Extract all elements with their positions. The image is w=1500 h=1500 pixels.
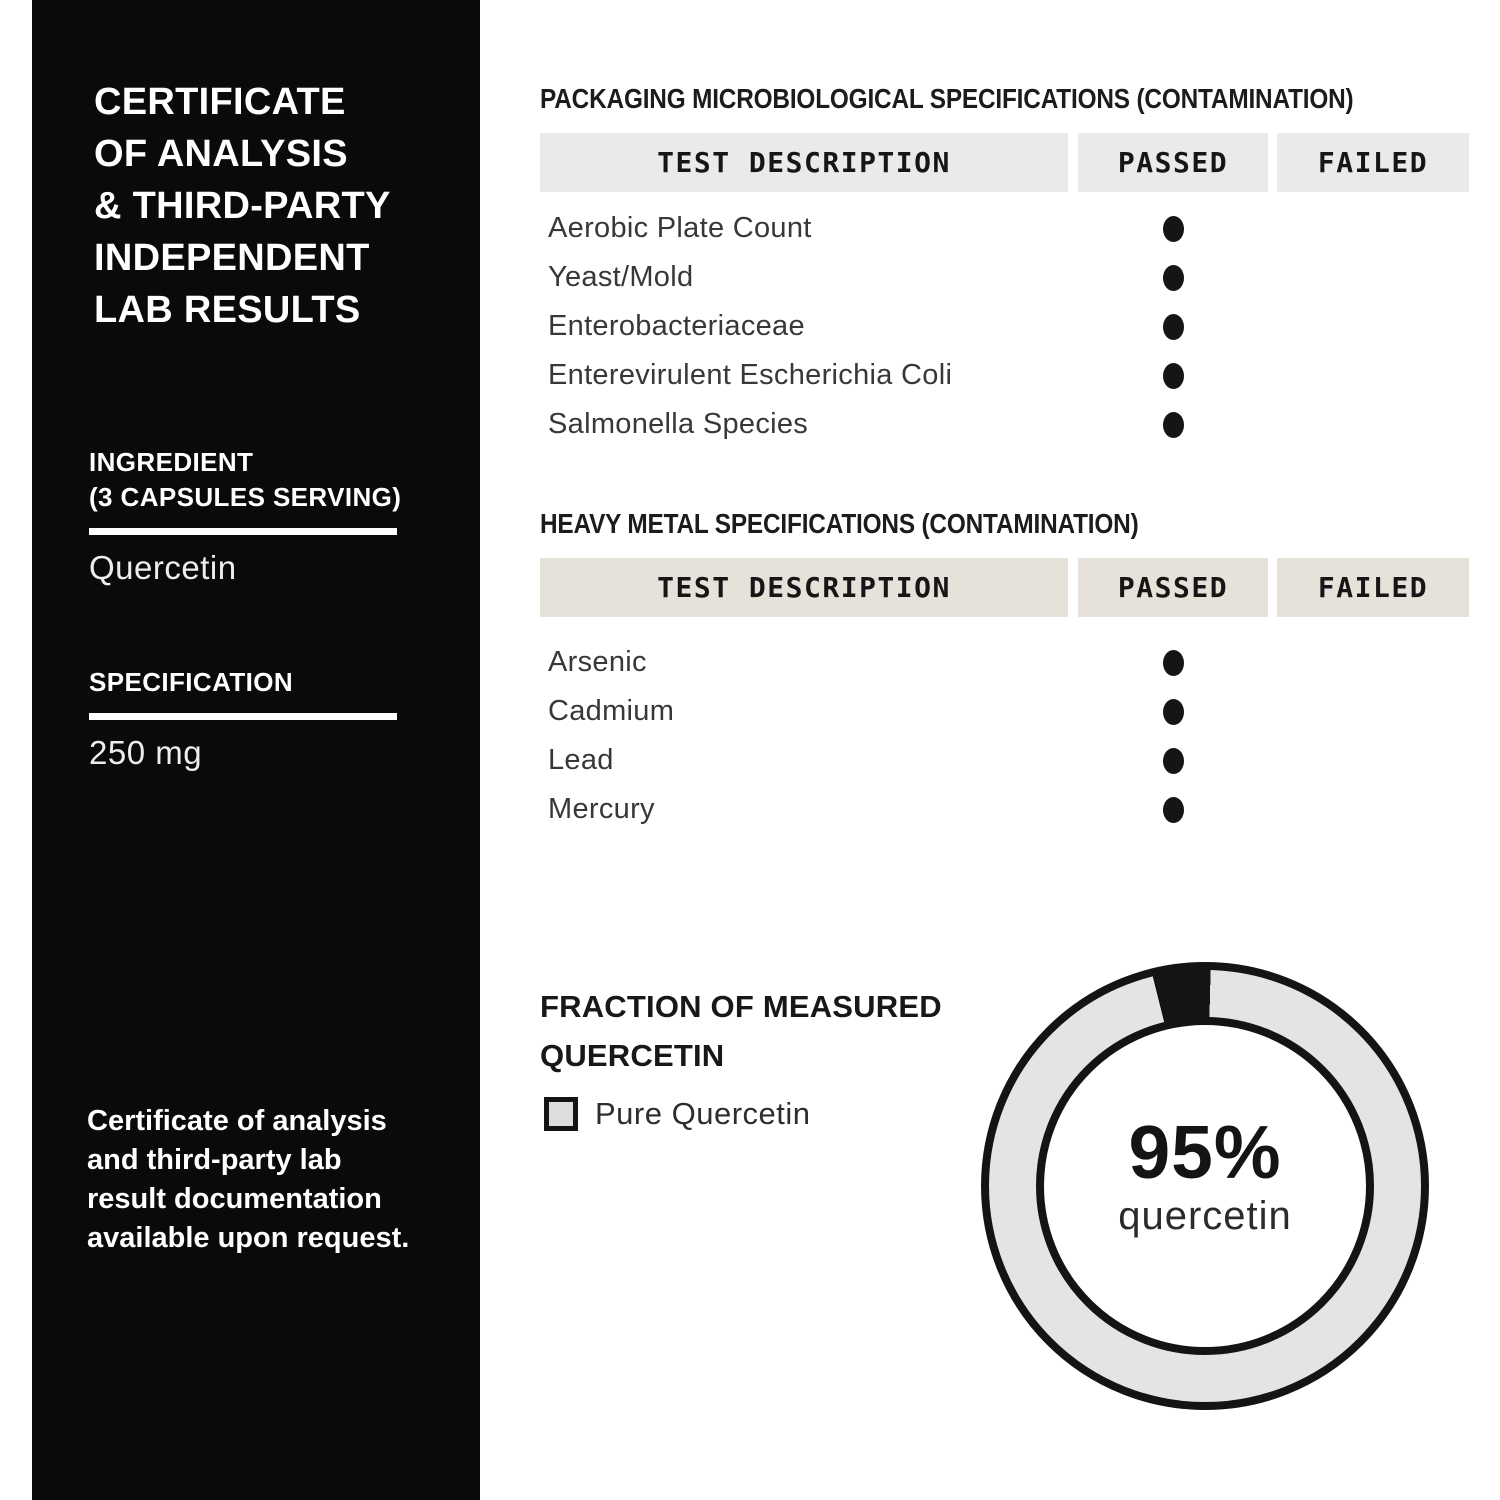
heavy-metal-table-rows bbox=[540, 638, 1469, 834]
table-row bbox=[540, 302, 1469, 351]
specification-label: SPECIFICATION bbox=[89, 667, 294, 697]
donut-percentage-label: quercetin bbox=[1118, 1194, 1292, 1238]
table-row bbox=[540, 253, 1469, 302]
micro-section-heading: PACKAGING MICROBIOLOGICAL SPECIFICATIONS (CONTAMINATION) bbox=[540, 83, 1354, 114]
table-row bbox=[540, 351, 1469, 400]
micro-table-rows bbox=[540, 204, 1469, 449]
donut-chart bbox=[981, 962, 1429, 1410]
passed-cell bbox=[1078, 216, 1268, 242]
passed-cell bbox=[1078, 650, 1268, 676]
page-title-line: & THIRD-PARTY bbox=[94, 185, 391, 227]
ingredient-value: Quercetin bbox=[89, 549, 237, 586]
specification-value: 250 mg bbox=[89, 734, 203, 771]
page-title-line: LAB RESULTS bbox=[94, 289, 361, 331]
passed-cell bbox=[1078, 265, 1268, 291]
column-header-passed: PASSED bbox=[1078, 133, 1268, 192]
passed-dot bbox=[1163, 748, 1184, 774]
fraction-heading-line1: FRACTION OF MEASURED bbox=[540, 989, 942, 1024]
page-title-line: OF ANALYSIS bbox=[94, 133, 348, 175]
heavy-metal-table-header bbox=[540, 558, 1469, 617]
passed-cell bbox=[1078, 412, 1268, 438]
ingredient-label bbox=[89, 445, 401, 515]
passed-cell bbox=[1078, 314, 1268, 340]
donut-legend bbox=[544, 1096, 811, 1132]
legend-swatch bbox=[544, 1097, 578, 1131]
test-description: Cadmium bbox=[548, 695, 675, 727]
test-description: Mercury bbox=[548, 793, 655, 825]
divider-rule bbox=[89, 528, 397, 535]
passed-dot bbox=[1163, 699, 1184, 725]
page-title bbox=[94, 76, 391, 336]
column-header-failed: FAILED bbox=[1277, 133, 1469, 192]
page-title-line: INDEPENDENT bbox=[94, 237, 370, 279]
donut-percentage-value: 95% bbox=[1128, 1110, 1282, 1194]
legend-label: Pure Quercetin bbox=[595, 1096, 811, 1131]
table-row bbox=[540, 687, 1469, 736]
donut-hole bbox=[1036, 1017, 1374, 1355]
passed-cell bbox=[1078, 797, 1268, 823]
table-row bbox=[540, 785, 1469, 834]
column-header-test-description: TEST DESCRIPTION bbox=[540, 133, 1068, 192]
passed-dot bbox=[1163, 650, 1184, 676]
passed-dot bbox=[1163, 265, 1184, 291]
test-description: Aerobic Plate Count bbox=[548, 212, 812, 244]
micro-table-header bbox=[540, 133, 1469, 192]
test-description: Enterobacteriaceae bbox=[548, 310, 805, 342]
ingredient-label-line1: INGREDIENT bbox=[89, 447, 254, 477]
ingredient-label-line2: (3 CAPSULES SERVING) bbox=[89, 482, 402, 512]
passed-dot bbox=[1163, 797, 1184, 823]
table-row bbox=[540, 638, 1469, 687]
passed-dot bbox=[1163, 216, 1184, 242]
test-description: Salmonella Species bbox=[548, 408, 809, 440]
test-description: Enterevirulent Escherichia Coli bbox=[548, 359, 953, 391]
passed-dot bbox=[1163, 363, 1184, 389]
fraction-section-heading bbox=[540, 982, 942, 1080]
column-header-passed: PASSED bbox=[1078, 558, 1268, 617]
passed-dot bbox=[1163, 412, 1184, 438]
column-header-test-description: TEST DESCRIPTION bbox=[540, 558, 1068, 617]
table-row bbox=[540, 736, 1469, 785]
column-header-failed: FAILED bbox=[1277, 558, 1469, 617]
test-description: Lead bbox=[548, 744, 614, 776]
table-row bbox=[540, 400, 1469, 449]
test-description: Arsenic bbox=[548, 646, 647, 678]
passed-cell bbox=[1078, 363, 1268, 389]
passed-dot bbox=[1163, 314, 1184, 340]
donut-center-text bbox=[1118, 1112, 1292, 1240]
table-row bbox=[540, 204, 1469, 253]
passed-cell bbox=[1078, 699, 1268, 725]
sidebar bbox=[32, 0, 480, 1500]
passed-cell bbox=[1078, 748, 1268, 774]
fraction-heading-line2: QUERCETIN bbox=[540, 1038, 725, 1073]
availability-note: Certificate of analysis and third-party lab result documentation available upon request. bbox=[87, 1105, 410, 1254]
page-title-line: CERTIFICATE bbox=[94, 81, 346, 123]
test-description: Yeast/Mold bbox=[548, 261, 694, 293]
specification-block bbox=[89, 665, 397, 772]
heavy-metal-section-heading: HEAVY METAL SPECIFICATIONS (CONTAMINATION) bbox=[540, 508, 1139, 539]
divider-rule bbox=[89, 713, 397, 720]
ingredient-block bbox=[89, 445, 401, 587]
